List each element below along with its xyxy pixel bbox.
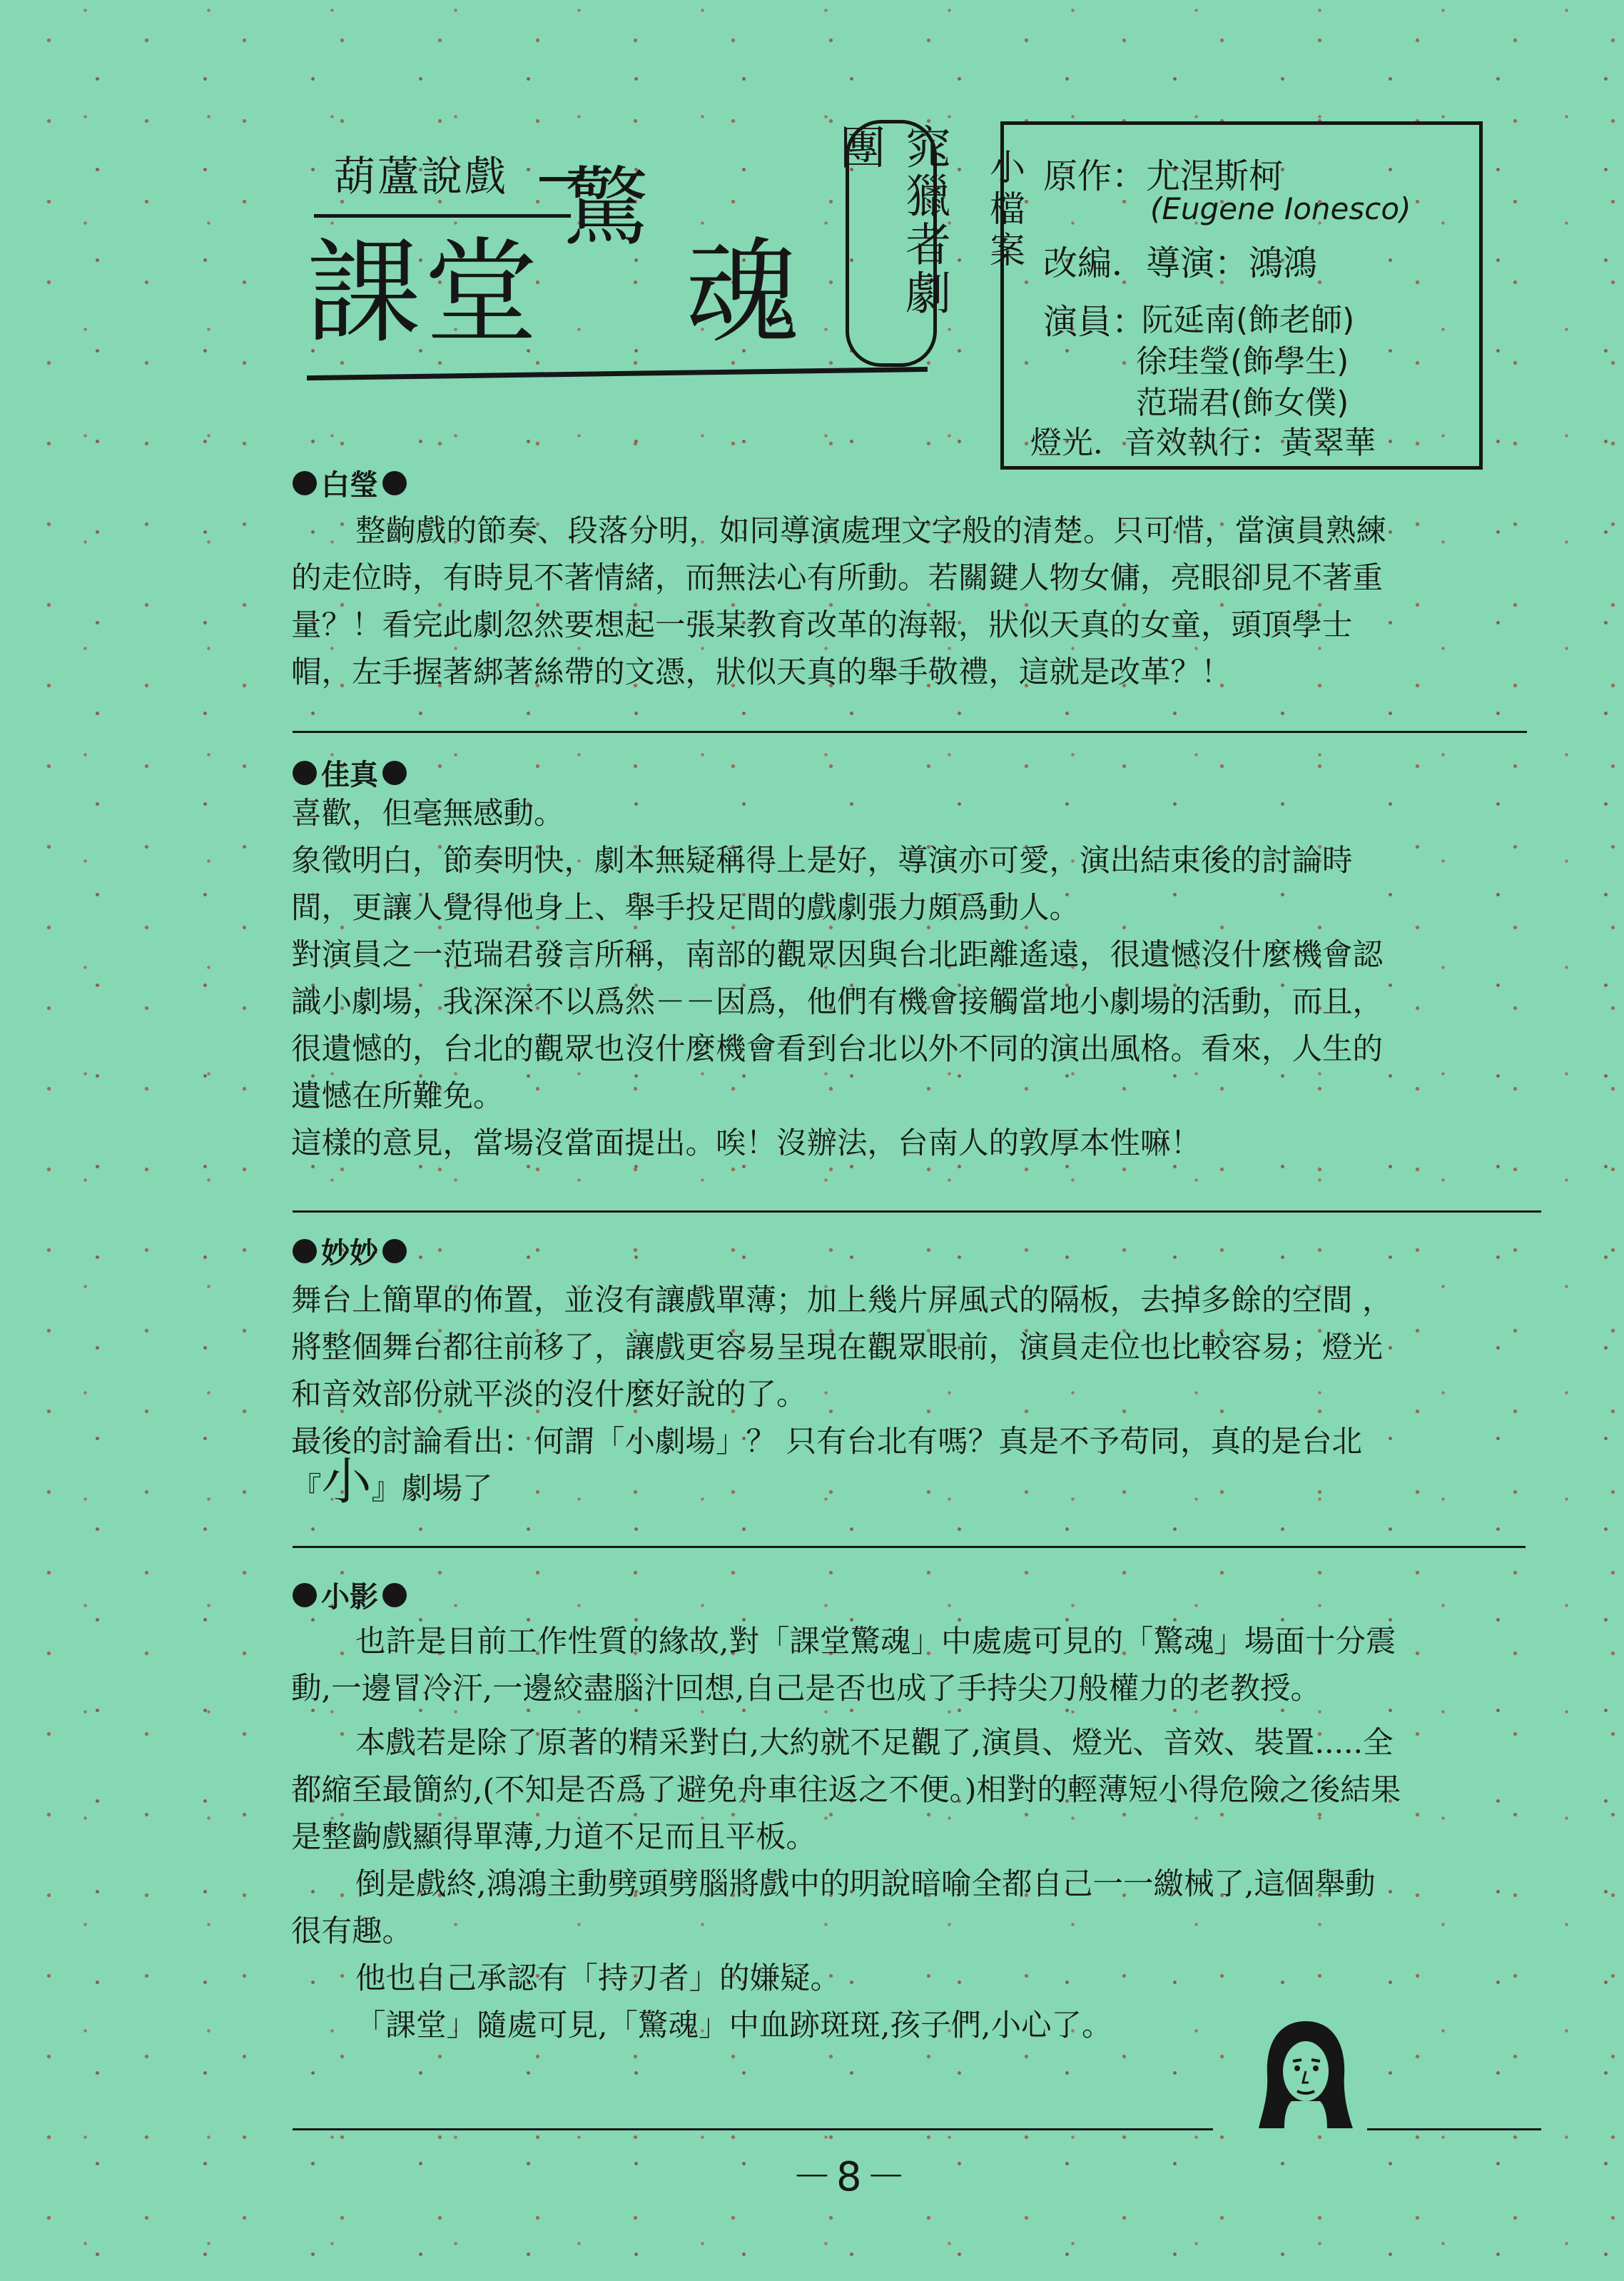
bullet-dot xyxy=(382,471,407,495)
page-number: －8－ xyxy=(792,2154,910,2200)
bullet-dot xyxy=(293,761,317,785)
bullet-dot xyxy=(293,1239,317,1263)
section-name: 小影 xyxy=(321,1580,378,1614)
bullet-dot xyxy=(382,1583,407,1607)
paragraph: 也許是目前工作性質的緣故,對「課堂驚魂」中處處可見的「驚魂」場面十分震動,一邊冒冷汗,一邊絞盡腦汁回想,自己是否也成了手持尖刀般權力的老教授。 xyxy=(291,1624,1396,1706)
section-title-xiaoying xyxy=(293,1574,407,1615)
original-author-label: 原作： xyxy=(1043,156,1147,196)
paragraph: 這樣的意見，當場沒當面提出。唉！沒辦法，台南人的敦厚本性嘛！ xyxy=(291,1126,1202,1161)
divider xyxy=(293,731,1527,733)
section-body-jiazhen xyxy=(291,791,1404,1168)
cast-member: 徐珪瑩(飾學生) xyxy=(1136,343,1349,380)
section-title-jiazhen xyxy=(293,752,407,793)
paragraph-tail: 劇場了 xyxy=(402,1472,493,1507)
quote-close: 』 xyxy=(371,1472,402,1507)
bullet-dot xyxy=(293,471,317,495)
tech-credit: 燈光．音效執行：黃翠華 xyxy=(1030,425,1376,461)
title-underline-top xyxy=(314,214,571,218)
section-title-miaomiao xyxy=(293,1230,407,1271)
paragraph: 他也自己承認有「持刀者」的嫌疑。 xyxy=(355,1961,841,1996)
divider xyxy=(293,1210,1541,1213)
title-jing: 驚 xyxy=(564,158,649,258)
paragraph: 舞台上簡單的佈置，並沒有讓戲單薄；加上幾片屏風式的隔板，去掉多餘的空間 ，將整個舞台都往前移了，讓戲更容易呈現在觀眾眼前，演員走位也比較容易；燈光和音效部份就平淡的沒什麼好說的了。 xyxy=(291,1283,1393,1412)
cast-member: 范瑞君(飾女僕) xyxy=(1136,385,1349,421)
title-hun: 魂 xyxy=(685,226,800,359)
adapt-direct: 鴻鴻 xyxy=(1249,243,1318,283)
info-label: 小檔案 xyxy=(984,148,1025,273)
big-xiao: 小 xyxy=(321,1452,372,1511)
bullet-dot xyxy=(382,761,407,785)
paragraph: 整齣戲的節奏、段落分明，如同導演處理文字般的清楚。只可惜，當演員熟練的走位時，有時見不著情緒，而無法心有所動。若關鍵人物女傭，亮眼卻見不著重量？！看完此劇忽然要想起一張某教育改革的海報，狀似天真的女童，頭頂學士帽，左手握著綁著絲帶的文憑，狀似天真的舉手敬禮，這就是改革？！ xyxy=(291,514,1387,690)
paragraph: 「課堂」隨處可見,「驚魂」中血跡斑斑,孩子們,小心了。 xyxy=(355,2008,1112,2043)
original-author-line xyxy=(1043,148,1283,198)
paragraph: 本戲若是除了原著的精采對白,大約就不足觀了,演員、燈光、音效、裝置.....全都縮至最簡約,(不知是否爲了避免舟車往返之不便。)相對的輕薄短小得危險之後結果是整齣戲顯得單薄,力道不足而且平板。 xyxy=(291,1726,1401,1855)
section-name: 佳真 xyxy=(321,758,378,791)
adapt-direct-line xyxy=(1043,236,1317,285)
paragraph: 對演員之一范瑞君發言所稱，南部的觀眾因與台北距離遙遠，很遺憾沒什麼機會認識小劇場，我深深不以爲然－－因爲，他們有機會接觸當地小劇場的活動，而且，很遺憾的，台北的觀眾也沒什麼機會看到台北以外不同的演出風格。看來，人生的遺憾在所難免。 xyxy=(291,938,1384,1114)
troupe-stamp: 窕獵者劇團 xyxy=(846,120,937,367)
cast-member: 阮延南(飾老師) xyxy=(1142,302,1355,338)
paragraph: 喜歡，但毫無感動。 xyxy=(291,796,564,831)
quote-open: 『 xyxy=(291,1472,322,1507)
divider xyxy=(1367,2128,1541,2130)
original-author: 尤涅斯柯 xyxy=(1146,156,1284,196)
divider xyxy=(293,2128,1213,2130)
section-body-baiying xyxy=(291,508,1404,697)
paragraph-text: 最後的討論看出：何謂「小劇場」？ 只有台北有嗎？真是不予苟同，真的是台北 xyxy=(291,1425,1363,1460)
section-body-xiaoying xyxy=(291,1619,1404,2050)
section-name: 白瑩 xyxy=(321,468,378,502)
adapt-direct-label: 改編．導演： xyxy=(1043,243,1249,283)
divider xyxy=(293,1546,1526,1548)
paragraph: 象徵明白，節奏明快，劇本無疑稱得上是好，導演亦可愛，演出結束後的討論時間，更讓人覺得他身上、舉手投足間的戲劇張力頗爲動人。 xyxy=(291,844,1353,926)
paragraph xyxy=(291,1419,1404,1513)
paragraph: 倒是戲終,鴻鴻主動劈頭劈腦將戲中的明說暗喻全都自己一一繳械了,這個舉動很有趣。 xyxy=(291,1867,1376,1949)
title-main: 課堂 xyxy=(307,226,542,359)
portrait-sketch-icon xyxy=(1256,2017,1356,2131)
section-body-miaomiao xyxy=(291,1278,1404,1513)
cast-label: 演員： xyxy=(1043,302,1147,342)
bullet-dot xyxy=(293,1583,317,1607)
title-prefix: 葫蘆說戲 xyxy=(334,152,509,201)
section-name: 妙妙 xyxy=(321,1236,378,1270)
bullet-dot xyxy=(382,1239,407,1263)
original-author-en: (Eugene Ionesco) xyxy=(1150,191,1411,226)
section-title-baiying xyxy=(293,462,407,503)
